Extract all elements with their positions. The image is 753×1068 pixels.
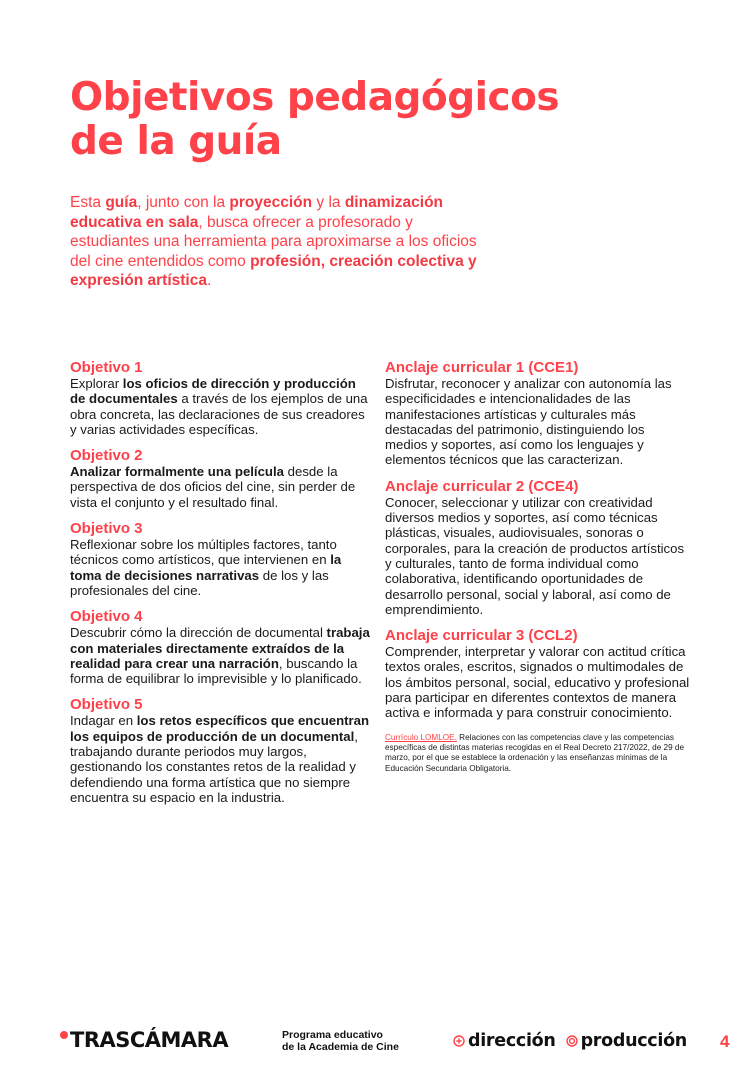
curriculum-lomloe-link[interactable]: Currículo LOMLOE. xyxy=(385,732,457,742)
body-text: Reflexionar sobre los múltiples factores, tanto técnicos como artísticos, que intervienen en xyxy=(70,537,337,568)
body-text: Explorar xyxy=(70,376,123,391)
tag-direccion xyxy=(453,1031,556,1051)
emphasis-text: los oficios de dirección y producción de documentales xyxy=(70,376,356,407)
curriculum-note-text: Relaciones con las competencias clave y las competencias específicas de distintas materias recogidas en el Real Decreto 217/2022, de 29 de marzo, por el que se establece la ordenación y las enseñanzas mínimas de la Educación Secundaria Obligatoria. xyxy=(385,732,685,773)
objective-text xyxy=(70,625,370,686)
emphasis-text: profesión, creación colectiva y expresión artística xyxy=(70,252,477,289)
body-text: , junto con la xyxy=(137,194,230,211)
objective-title: Objetivo 4 xyxy=(70,608,143,626)
curricular-anchor-2 xyxy=(385,478,690,617)
page-footer xyxy=(0,1022,753,1062)
anchor-title: Anclaje curricular 3 (CCL2) xyxy=(385,627,578,645)
program-description xyxy=(282,1030,399,1053)
plus-circle-icon xyxy=(453,1035,465,1047)
body-text: de los y las profesionales del cine. xyxy=(70,567,329,598)
objective-1 xyxy=(70,359,370,437)
logo-text: TRASCÁMARA xyxy=(70,1028,229,1052)
emphasis-text: guía xyxy=(105,194,138,211)
body-text: , trabajando durante periodos muy largos, gestionando los constantes retos de la realidad y defendiendo una forma artística que no siempre encuentra su espacio en la industria. xyxy=(70,728,358,805)
body-text: , busca ofrecer a profesorado y estudiantes una herramienta para aproximarse a los oficios del cine entendidos como xyxy=(70,213,477,270)
page-number: 4 xyxy=(720,1032,730,1051)
emphasis-text: Analizar formalmente una película xyxy=(70,464,284,480)
body-text: a través de los ejemplos de una obra concreta, las declaraciones de sus creadores y varias actividades específicas. xyxy=(70,391,368,437)
curriculum-note xyxy=(385,733,690,774)
tag-label: dirección xyxy=(468,1031,556,1051)
objective-4 xyxy=(70,608,370,686)
trascamara-logo xyxy=(60,1028,228,1052)
emphasis-text: la toma de decisiones narrativas xyxy=(70,552,342,583)
objective-title: Objetivo 1 xyxy=(70,359,143,376)
body-text: Descubrir cómo la dirección de documental xyxy=(70,625,327,641)
logo-dot-icon xyxy=(60,1031,68,1039)
target-circle-icon xyxy=(566,1035,578,1047)
emphasis-text: dinamización educativa en sala xyxy=(70,194,444,231)
objective-text xyxy=(70,464,370,510)
title-line-2: de la guía xyxy=(70,119,282,164)
curricular-anchor-1 xyxy=(385,359,690,468)
objective-title: Objetivo 5 xyxy=(70,696,143,714)
tag-produccion xyxy=(566,1031,687,1051)
page-title xyxy=(70,76,559,164)
intro-paragraph xyxy=(70,193,490,291)
objective-text xyxy=(70,713,370,805)
anchor-text: Disfrutar, reconocer y analizar con autonomía las especificidades e intencionalidades de las manifestaciones artísticas y culturales más destacadas del patrimonio, distinguiendo los medios y soportes, así como los lenguajes y elementos técnicos que las caracterizan. xyxy=(385,376,672,468)
objective-title: Objetivo 2 xyxy=(70,447,143,465)
objective-3 xyxy=(70,520,370,598)
title-line-1: Objetivos pedagógicos xyxy=(70,75,560,120)
curricular-anchors-column xyxy=(385,359,690,774)
emphasis-text: proyección xyxy=(229,194,313,211)
objective-text xyxy=(70,537,370,598)
body-text: Esta xyxy=(70,194,106,211)
anchor-text: Comprender, interpretar y valorar con actitud crítica textos orales, escritos, signados o multimodales de los ámbitos personal, social, educativo y profesional para participar en diferentes contextos de manera activa e informada y para construir conocimiento. xyxy=(385,644,690,721)
footer-tags xyxy=(453,1031,697,1051)
emphasis-text: trabaja con materiales directamente extraídos de la realidad para crear una narración xyxy=(70,625,370,671)
body-text: y la xyxy=(312,194,345,211)
objective-2 xyxy=(70,447,370,510)
body-text: . xyxy=(206,272,212,289)
emphasis-text: los retos específicos que encuentran los equipos de producción de un documental xyxy=(70,713,370,744)
body-text: desde la perspectiva de dos oficios del cine, sin perder de vista el conjunto y el resultado final. xyxy=(70,464,356,510)
tag-label: producción xyxy=(580,1031,687,1051)
body-text: , buscando la forma de equilibrar lo imprevisible y lo planificado. xyxy=(70,655,362,687)
objective-5 xyxy=(70,696,370,805)
anchor-text: Conocer, seleccionar y utilizar con creatividad diversos medios y soportes, así como técnicas plásticas, visuales, audiovisuales, sonoras o corporales, para la creación de productos artísticos y culturales, tanto de forma individual como colaborativa, identificando oportunidades de desarrollo personal, social y laboral, así como de emprendimiento. xyxy=(385,494,685,617)
body-text: Indagar en xyxy=(70,713,137,729)
anchor-title: Anclaje curricular 2 (CCE4) xyxy=(385,477,579,495)
objective-text xyxy=(70,376,370,437)
anchor-title: Anclaje curricular 1 (CCE1) xyxy=(385,359,579,376)
program-line-2: de la Academia de Cine xyxy=(282,1040,399,1053)
curricular-anchor-3 xyxy=(385,627,690,720)
objective-title: Objetivo 3 xyxy=(70,520,143,538)
program-line-1: Programa educativo xyxy=(282,1029,383,1041)
objectives-column xyxy=(70,359,370,815)
